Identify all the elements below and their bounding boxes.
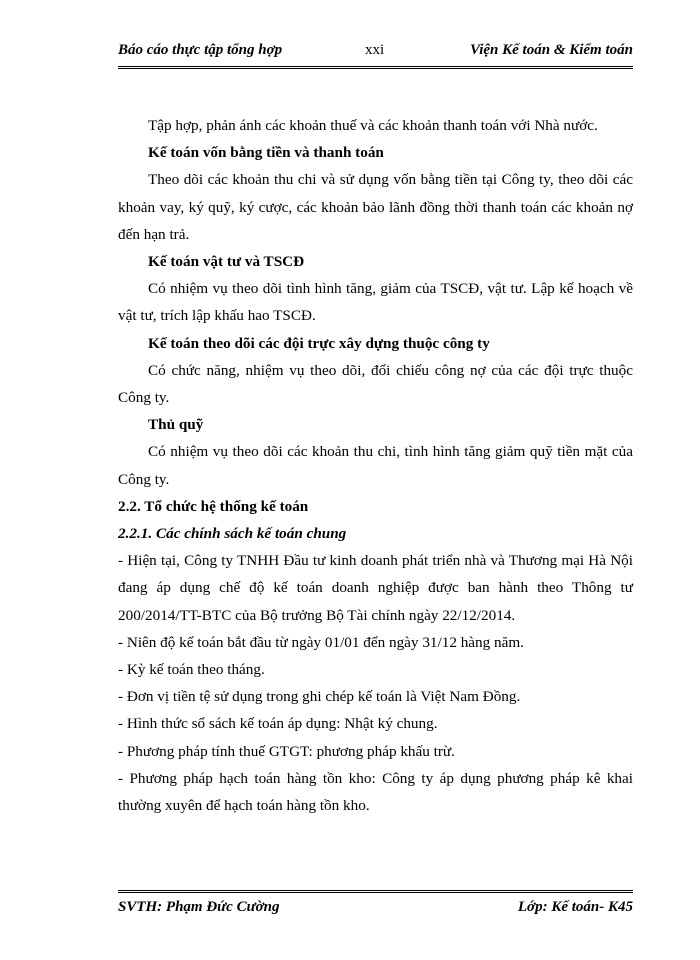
page-number: xxi — [365, 42, 385, 58]
list-item: - Hình thức sổ sách kế toán áp dụng: Nhật ký chung. — [118, 715, 438, 733]
paragraph-materials-assets: Có nhiệm vụ theo dõi tình hình tăng, giảm của TSCĐ, vật tư. Lập kế hoạch về vật tư, trích lập khấu hao TSCĐ. — [118, 280, 633, 325]
list-item: - Niên độ kế toán bắt đầu từ ngày 01/01 đến ngày 31/12 hàng năm. — [118, 633, 524, 651]
footer-student-name: SVTH: Phạm Đức Cường — [118, 899, 280, 915]
heading-cash-accounting: Kế toán vốn bằng tiền và thanh toán — [148, 144, 384, 162]
paragraph-treasurer: Có nhiệm vụ theo dõi các khoản thu chi, tình hình tăng giảm quỹ tiền mặt của Công ty. — [118, 443, 633, 488]
list-item: - Phương pháp hạch toán hàng tồn kho: Công ty áp dụng phương pháp kê khai thường xuyên để hạch toán hàng tồn kho. — [118, 769, 633, 815]
list-item: - Phương pháp tính thuế GTGT: phương pháp khấu trừ. — [118, 742, 455, 760]
list-item: - Kỳ kế toán theo tháng. — [118, 661, 265, 679]
list-item: - Hiện tại, Công ty TNHH Đầu tư kinh doanh phát triển nhà và Thương mại Hà Nội đang áp dụng chế độ kế toán doanh nghiệp được ban hành theo Thông tư 200/2014/TT-BTC của Bộ trưởng Bộ Tài chính ngày 22/12/2014. — [118, 552, 633, 624]
paragraph-tax-payments: Tập hợp, phản ánh các khoản thuế và các khoản thanh toán với Nhà nước. — [148, 117, 598, 134]
policy-list — [118, 547, 633, 819]
page-footer — [118, 890, 633, 919]
section-heading: 2.2. Tổ chức hệ thống kế toán — [118, 497, 309, 515]
heading-treasurer: Thủ quỹ — [148, 416, 204, 434]
page-body — [118, 112, 633, 819]
header-report-title: Báo cáo thực tập tổng hợp — [118, 42, 283, 58]
page-header — [118, 40, 633, 69]
subsection-heading: 2.2.1. Các chính sách kế toán chung — [118, 525, 347, 543]
footer-class: Lớp: Kế toán- K45 — [517, 899, 633, 915]
heading-materials-assets: Kế toán vật tư và TSCĐ — [148, 253, 305, 271]
list-item: - Đơn vị tiền tệ sử dụng trong ghi chép kế toán là Việt Nam Đồng. — [118, 688, 521, 706]
header-institute: Viện Kế toán & Kiểm toán — [470, 42, 633, 58]
paragraph-cash-accounting: Theo dõi các khoản thu chi và sử dụng vốn bằng tiền tại Công ty, theo dõi các khoản vay, ký quỹ, ký cược, các khoản bảo lãnh đồng thời thanh toán các khoản nợ đến hạn trả. — [118, 171, 633, 243]
paragraph-construction-teams: Có chức năng, nhiệm vụ theo dõi, đối chiếu công nợ của các đội trực thuộc Công ty. — [118, 361, 633, 407]
heading-construction-teams: Kế toán theo dõi các đội trực xây dựng thuộc công ty — [148, 334, 490, 352]
